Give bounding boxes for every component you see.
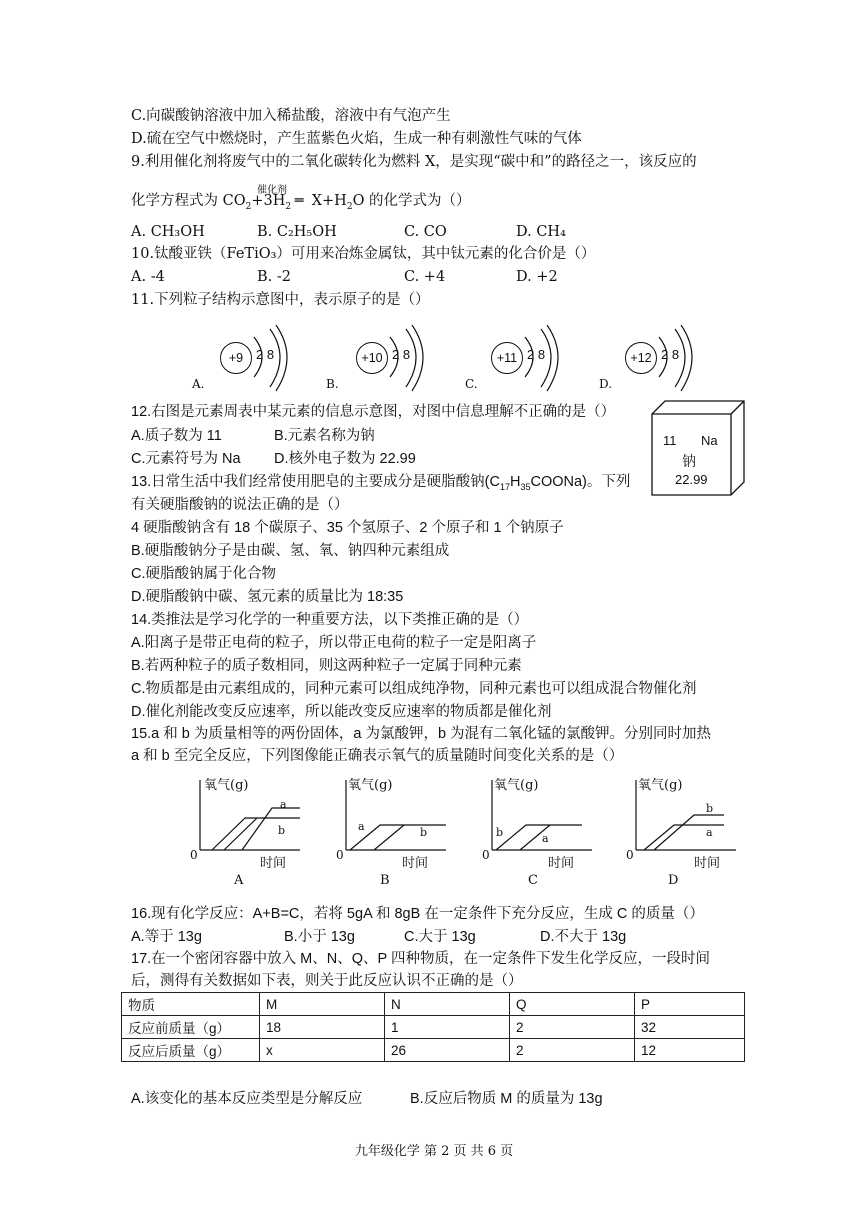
q16-option-a: A.等于 13g <box>131 929 202 945</box>
series-label: b <box>706 802 714 815</box>
q9-option-b: B. C₂H₅OH <box>257 224 337 240</box>
question-11: 11.下列粒子结构示意图中，表示原子的是（） <box>131 292 430 308</box>
q16-option-c: C.大于 13g <box>404 929 476 945</box>
q10-option-b: B. -2 <box>257 269 291 285</box>
table-cell: 反应后质量（g） <box>122 1039 260 1062</box>
q17-option-a: A.该变化的基本反应类型是分解反应 <box>131 1091 363 1107</box>
table-cell: 物质 <box>122 993 260 1016</box>
x-axis-label: 时间 <box>402 856 429 871</box>
atom-diagram-a <box>192 325 360 405</box>
q16-option-b: B.小于 13g <box>284 929 355 945</box>
atom-label: B. <box>326 377 339 391</box>
question-15-line2: a 和 b 至完全反应，下列图像能正确表示氧气的质量随时间变化关系的是（） <box>131 748 624 764</box>
y-axis-label: 氧气(g) <box>204 778 249 793</box>
question-16: 16.现有化学反应：A+B=C，若将 5gA 和 8gB 在一定条件下充分反应，生成 C 的质量（） <box>131 906 704 922</box>
atom-diagram-c <box>465 325 631 405</box>
data-table <box>121 992 745 1062</box>
origin-label: 0 <box>482 848 490 862</box>
electron-shells: 2 8 <box>256 347 275 362</box>
series-label: a <box>358 820 365 833</box>
table-cell: 2 <box>510 1016 635 1039</box>
table-cell: M <box>260 993 385 1016</box>
origin-label: 0 <box>336 848 344 862</box>
graph-label: D <box>668 873 679 888</box>
atom-label: C. <box>465 377 478 391</box>
q10-option-d: D. +2 <box>516 269 558 285</box>
graph-label: C <box>528 873 538 888</box>
q12-option-b: B.元素名称为钠 <box>274 428 375 444</box>
option-d-line: D.硫在空气中燃烧时，产生蓝紫色火焰，生成一种有刺激性气味的气体 <box>131 131 582 147</box>
series-label: b <box>278 824 286 837</box>
element-name: 钠 <box>682 454 696 470</box>
graph-b <box>336 770 461 890</box>
question-9-line2: 化学方程式为 $CO_2+3H_2$ ═ $X+H_2O$ 的化学式为（） <box>131 193 471 212</box>
nucleus: +10 <box>356 342 388 374</box>
nucleus: +9 <box>220 342 252 374</box>
question-17-line1: 17.在一个密闭容器中放入 M、N、Q、P 四种物质，在一定条件下发生化学反应，一段时间 <box>131 951 710 967</box>
atom-diagram-b <box>326 325 496 405</box>
series-label: a <box>280 798 287 811</box>
element-symbol: Na <box>701 433 718 448</box>
q14-option-b: B.若两种粒子的质子数相同，则这两种粒子一定属于同种元素 <box>131 658 522 674</box>
q9-option-c: C. CO <box>404 224 447 240</box>
q14-option-c: C.物质都是由元素组成的，同种元素可以组成纯净物，同种元素也可以组成混合物催化剂 <box>131 681 697 697</box>
atomic-number: 11 <box>663 433 677 448</box>
series-label: b <box>420 826 428 839</box>
graph-d <box>626 770 751 890</box>
page-footer: 九年级化学 第 2 页 共 6 页 <box>354 1144 514 1159</box>
nucleus: +11 <box>491 342 523 374</box>
q14-option-a: A.阳离子是带正电荷的粒子，所以带正电荷的粒子一定是阳离子 <box>131 635 537 651</box>
table-row <box>122 1039 745 1062</box>
atomic-mass: 22.99 <box>675 472 708 487</box>
q12-option-a: A.质子数为 11 <box>131 428 222 444</box>
y-axis-label: 氧气(g) <box>494 778 539 793</box>
q12-option-c: C.元素符号为 Na <box>131 451 241 467</box>
q13-option-b: B.硬脂酸钠分子是由碳、氢、氧、钠四种元素组成 <box>131 543 450 559</box>
table-cell: 32 <box>635 1016 745 1039</box>
q10-option-c: C. +4 <box>404 269 446 285</box>
electron-shells: 2 8 <box>392 347 411 362</box>
question-12: 12.右图是元素周表中某元素的信息示意图，对图中信息理解不正确的是（） <box>131 404 616 420</box>
question-17-line2: 后，测得有关数据如下表，则关于此反应认识不正确的是（） <box>131 973 523 989</box>
shell-arcs-icon <box>248 325 298 395</box>
origin-label: 0 <box>190 848 198 862</box>
table-cell: 2 <box>510 1039 635 1062</box>
q9-option-a: A. CH₃OH <box>131 224 205 240</box>
question-10: 10.钛酸亚铁（FeTiO₃）可用来冶炼金属钛，其中钛元素的化合价是（） <box>131 246 596 262</box>
catalyst-label: 催化剂 <box>257 185 287 196</box>
q14-option-d: D.催化剂能改变反应速率，所以能改变反应速率的物质都是催化剂 <box>131 704 552 720</box>
table-cell: x <box>260 1039 385 1062</box>
shell-arcs-icon <box>384 325 434 395</box>
y-axis-label: 氧气(g) <box>348 778 393 793</box>
q16-option-d: D.不大于 13g <box>540 929 627 945</box>
y-axis-label: 氧气(g) <box>638 778 683 793</box>
electron-shells: 2 8 <box>527 347 546 362</box>
table-cell: Q <box>510 993 635 1016</box>
table-cell: 12 <box>635 1039 745 1062</box>
graph-label: B <box>380 873 390 888</box>
table-cell: 26 <box>385 1039 510 1062</box>
table-cell: 18 <box>260 1016 385 1039</box>
origin-label: 0 <box>626 848 634 862</box>
graph-a <box>190 770 315 890</box>
graph-label: A <box>234 873 244 888</box>
shell-arcs-icon <box>519 325 569 395</box>
q13-option-d: D.硬脂酸钠中碳、氢元素的质量比为 18:35 <box>131 589 404 605</box>
atom-diagram-d <box>599 325 765 405</box>
shell-arcs-icon <box>653 325 703 395</box>
table-cell: N <box>385 993 510 1016</box>
atom-label: A. <box>192 377 205 391</box>
question-14: 14.类推法是学习化学的一种重要方法，以下类推正确的是（） <box>131 612 529 628</box>
graph-c <box>482 770 607 890</box>
table-cell: P <box>635 993 745 1016</box>
x-axis-label: 时间 <box>260 856 287 871</box>
electron-shells: 2 8 <box>661 347 680 362</box>
q17-option-b: B.反应后物质 M 的质量为 13g <box>410 1091 603 1107</box>
x-axis-label: 时间 <box>694 856 721 871</box>
element-info-box <box>651 400 745 496</box>
series-label: a <box>706 826 713 839</box>
table-row <box>122 1016 745 1039</box>
q10-option-a: A. -4 <box>131 269 165 285</box>
atom-label: D. <box>599 377 613 391</box>
table-header-row <box>122 993 745 1016</box>
q9-option-d: D. CH₄ <box>516 224 566 240</box>
x-axis-label: 时间 <box>548 856 575 871</box>
q12-option-d: D.核外电子数为 22.99 <box>274 451 416 467</box>
series-label: b <box>496 826 504 839</box>
q13-option-c: C.硬脂酸钠属于化合物 <box>131 566 276 582</box>
question-15-line1: 15.a 和 b 为质量相等的两份固体，a 为氯酸钾，b 为混有二氧化锰的氯酸钾。分别同时加热 <box>131 726 712 742</box>
table-cell: 反应前质量（g） <box>122 1016 260 1039</box>
nucleus: +12 <box>625 342 657 374</box>
question-13-line1: 13.日常生活中我们经常使用肥皂的主要成分是硬脂酸钠$(C_{17}H_{35}COONa)$。下列 <box>131 474 631 492</box>
question-13-line2: 有关硬脂酸钠的说法正确的是（） <box>131 497 349 513</box>
question-9-line1: 9.利用催化剂将废气中的二氧化碳转化为燃料 X，是实现“碳中和”的路径之一，该反应的 <box>131 154 697 170</box>
option-c-line: C.向碳酸钠溶液中加入稀盐酸，溶液中有气泡产生 <box>131 108 451 124</box>
q13-option-a: 4 硬脂酸钠含有 18 个碳原子、35 个氢原子、2 个原子和 1 个钠原子 <box>131 520 564 536</box>
table-cell: 1 <box>385 1016 510 1039</box>
series-label: a <box>542 832 549 845</box>
